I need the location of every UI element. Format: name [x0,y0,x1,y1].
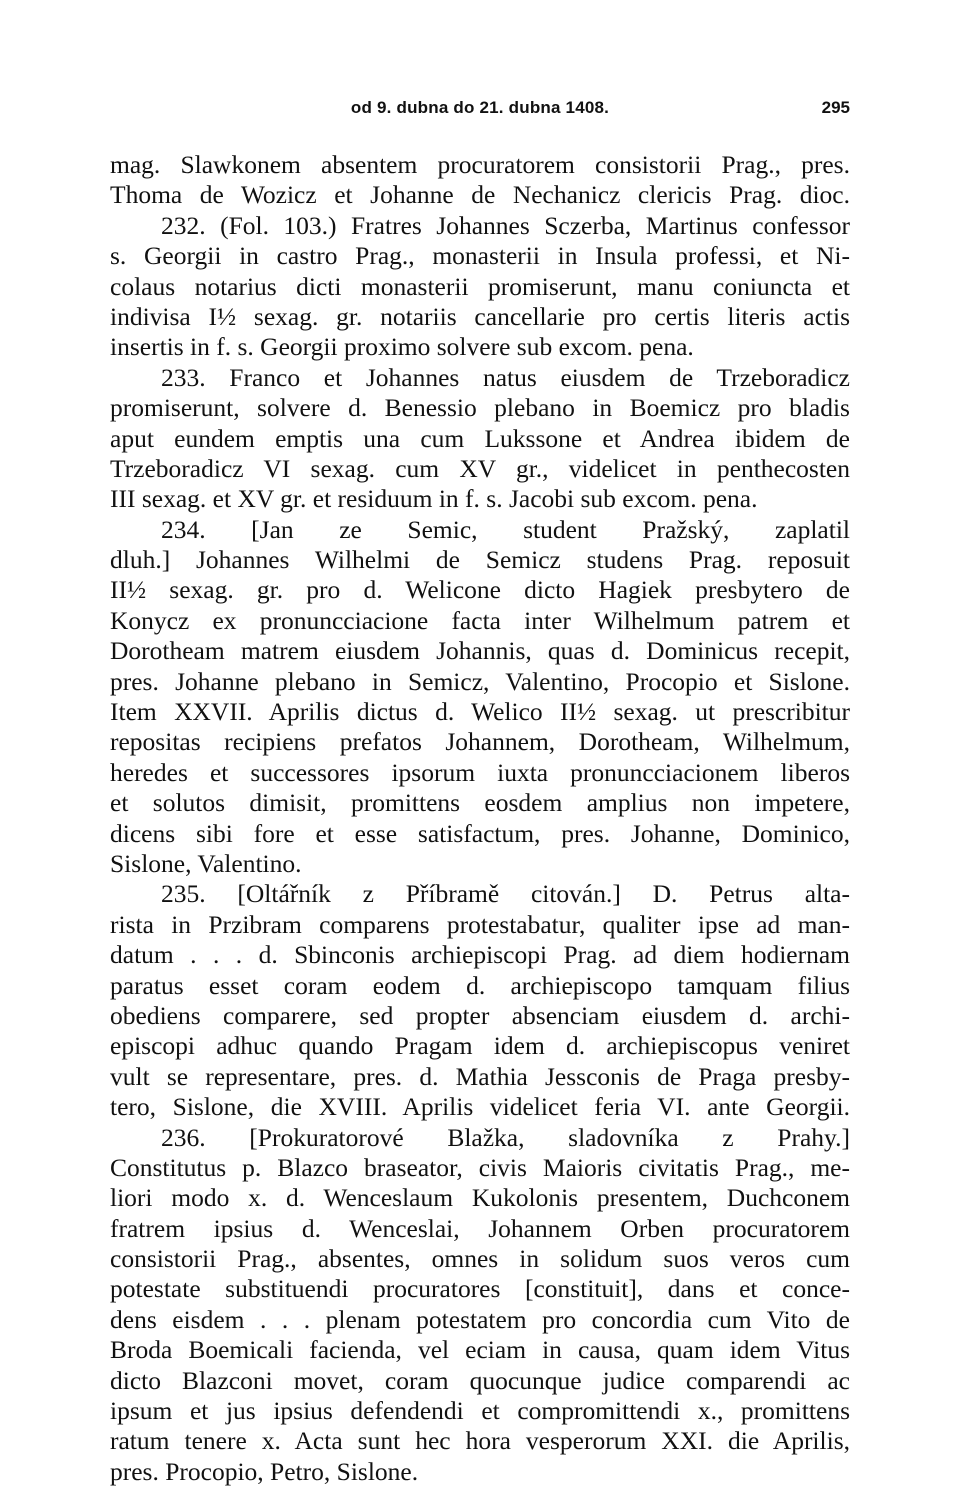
text-line: dens eisdem . . . plenam potestatem pro concordia cum Vito de [110,1304,850,1334]
entry-233-start: 233. Franco et Johannes natus eiusdem de Trzeboradicz [161,362,850,392]
text-line: pres. Johanne plebano in Semicz, Valentino, Procopio et Sislone. [110,666,850,696]
text-line: III sexag. et XV gr. et residuum in f. s. Jacobi sub excom. pena. [110,484,758,514]
text-line: Konycz ex pronuncciacione facta inter Wilhelmum patrem et [110,605,850,635]
text-line: II½ sexag. gr. pro d. Welicone dicto Hagiek presbytero de [110,575,850,605]
running-head-title: od 9. dubna do 21. dubna 1408. [350,98,610,117]
text-line: fratrem ipsius d. Wenceslai, Johannem Orben procuratorem [110,1213,850,1243]
text-line: mag. Slawkonem absentem procuratorem consistorii Prag., pres. [110,150,850,179]
text-line: repositas recipiens prefatos Johannem, Dorotheam, Wilhelmum, [110,727,850,757]
text-line: paratus esset coram eodem d. archiepiscopo tamquam filius [110,970,850,1000]
text-line: dicto Blazconi movet, coram quocunque judice comparendi ac [110,1365,850,1395]
text-line: Thoma de Wozicz et Johanne de Nechanicz clericis Prag. dioc. [110,180,850,210]
text-line: episcopi adhuc quando Pragam idem d. archiepiscopus veniret [110,1031,850,1061]
entry-232-start: 232. (Fol. 103.) Fratres Johannes Sczerba, Martinus confessor [161,210,850,240]
text-line: Trzeboradicz VI sexag. cum XV gr., videlicet in penthecosten [110,453,850,483]
entry-234-start: 234. [Jan ze Semic, student Pražský, zaplatil [161,514,850,544]
text-line: Item XXVII. Aprilis dictus d. Welico II½ sexag. ut prescribitur [110,697,850,727]
entry-235-start: 235. [Oltářník z Příbramě citován.] D. Petrus alta- [161,879,850,909]
text-line: Dorotheam matrem eiusdem Johannis, quas d. Dominicus recepit, [110,636,850,666]
text-line: Broda Boemicali facienda, vel eciam in causa, quam idem Vitus [110,1335,850,1365]
text-line: vult se representare, pres. d. Mathia Jessconis de Praga presby- [110,1061,850,1091]
text-line: dluh.] Johannes Wilhelmi de Semicz studens Prag. reposuit [110,545,850,575]
text-line: Constitutus p. Blazco braseator, civis Maioris civitatis Prag., me- [110,1152,850,1182]
text-line: aput eundem emptis una cum Lukssone et Andrea ibidem de [110,423,850,453]
body-text [110,150,850,1487]
text-line: ipsum et jus ipsius defendendi et compromittendi x., promittens [110,1396,850,1426]
text-line: rista in Przibram comparens protestabatur, qualiter ipse ad man- [110,909,850,939]
text-line: tero, Sislone, die XVIII. Aprilis videlicet feria VI. ante Georgii. [110,1092,850,1122]
text-line: et solutos dimisit, promittens eosdem amplius non impetere, [110,788,850,818]
text-line: obediens comparere, sed propter absenciam eiusdem d. archi- [110,1000,850,1030]
text-line: insertis in f. s. Georgii proximo solvere sub excom. pena. [110,332,694,362]
text-line: ratum tenere x. Acta sunt hec hora vesperorum XXI. die Aprilis, [110,1426,850,1456]
text-line: Sislone, Valentino. [110,848,302,878]
running-head [110,98,850,122]
text-line: datum . . . d. Sbinconis archiepiscopi Prag. ad diem hodiernam [110,940,850,970]
text-line: potestate substituendi procuratores [constituit], dans et conce- [110,1274,850,1304]
text-line: heredes et successores ipsorum iuxta pronuncciacionem liberos [110,757,850,787]
text-line: promiserunt, solvere d. Benessio plebano in Boemicz pro bladis [110,393,850,423]
text-line: dicens sibi fore et esse satisfactum, pres. Johanne, Dominico, [110,818,850,848]
text-line: colaus notarius dicti monasterii promiserunt, manu coniuncta et [110,271,850,301]
text-line: s. Georgii in castro Prag., monasterii in Insula professi, et Ni- [110,241,850,271]
text-line: indivisa I½ sexag. gr. notariis cancellarie pro certis literis actis [110,301,850,331]
text-line: liori modo x. d. Wenceslaum Kukolonis presentem, Duchconem [110,1183,850,1213]
entry-236-start: 236. [Prokuratorové Blažka, sladovníka z Prahy.] [161,1122,850,1152]
page-number: 295 [821,98,850,117]
text-line: pres. Procopio, Petro, Sislone. [110,1456,419,1486]
text-line: consistorii Prag., absentes, omnes in solidum suos veros cum [110,1244,850,1274]
